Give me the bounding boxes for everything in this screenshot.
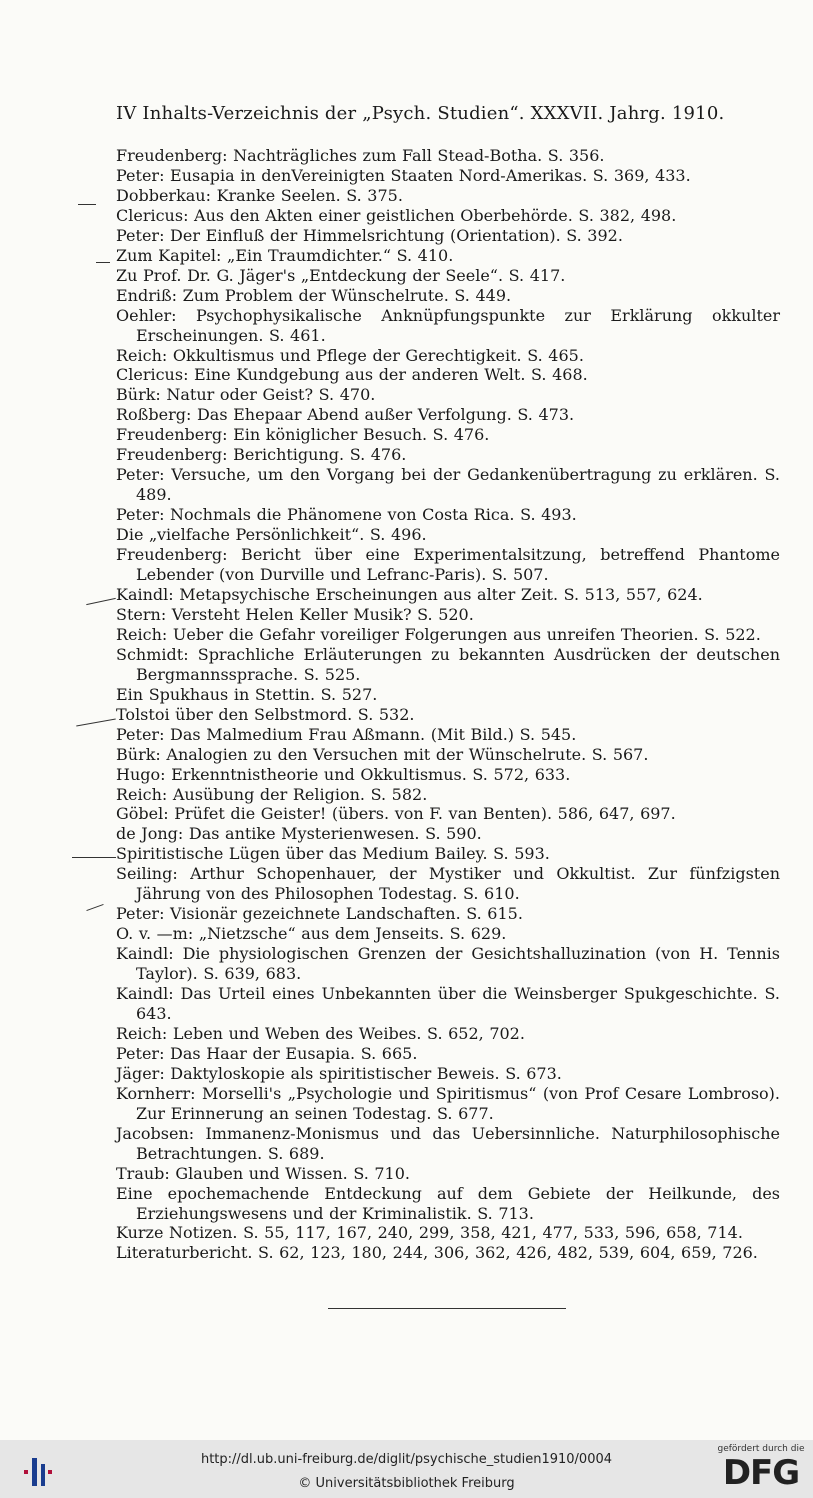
toc-entry: Schmidt: Sprachliche Erläuterungen zu bekannten Ausdrücken der deutschen Bergmannssprache. S. 525. [116, 644, 780, 684]
toc-entry: Eine epochemachende Entdeckung auf dem Gebiete der Heilkunde, des Erziehungswesens und der Kriminalistik. S. 713. [116, 1183, 780, 1223]
toc-entry: Roßberg: Das Ehepaar Abend außer Verfolgung. S. 473. [116, 405, 575, 425]
toc-entry: Seiling: Arthur Schopenhauer, der Mystiker und Okkultist. Zur fünfzigsten Jährung von des Philosophen Todestag. S. 610. [116, 864, 780, 904]
margin-mark [86, 904, 103, 911]
toc-entry: Peter: Nochmals die Phänomene von Costa Rica. S. 493. [116, 505, 577, 525]
toc-entry: Bürk: Natur oder Geist? S. 470. [116, 385, 376, 405]
toc-entry: Reich: Okkultismus und Pflege der Gerechtigkeit. S. 465. [116, 345, 584, 365]
viewer-footer [0, 1440, 813, 1498]
toc-entry: Peter: Versuche, um den Vorgang bei der Gedankenübertragung zu erklären. S. 489. [116, 465, 780, 505]
toc-entry: Peter: Das Malmedium Frau Aßmann. (Mit Bild.) S. 545. [116, 724, 577, 744]
toc-entry: Endriß: Zum Problem der Wünschelrute. S. 449. [116, 285, 512, 305]
toc-entry: Kurze Notizen. S. 55, 117, 167, 240, 299, 358, 421, 477, 533, 596, 658, 714. [116, 1223, 743, 1243]
toc-entry: Reich: Ausübung der Religion. S. 582. [116, 784, 428, 804]
end-rule [328, 1308, 566, 1309]
toc-entry: Kaindl: Metapsychische Erscheinungen aus alter Zeit. S. 513, 557, 624. [116, 584, 703, 604]
toc-entry: Reich: Leben und Weben des Weibes. S. 652, 702. [116, 1023, 525, 1043]
dfg-tagline: gefördert durch die [717, 1444, 805, 1454]
toc-entry: Reich: Ueber die Gefahr voreiliger Folgerungen aus unreifen Theorien. S. 522. [116, 624, 761, 644]
toc-entry: Clericus: Aus den Akten einer geistlichen Oberbehörde. S. 382, 498. [116, 205, 677, 225]
toc-entry: Bürk: Analogien zu den Versuchen mit der Wünschelrute. S. 567. [116, 744, 649, 764]
header-text: IV Inhalts-Verzeichnis der „Psych. Studien“. XXXVII. Jahrg. 1910. [116, 103, 725, 124]
toc-entry: Die „vielfache Persönlichkeit“. S. 496. [116, 525, 427, 545]
toc-entry: Göbel: Prüfet die Geister! (übers. von F. van Benten). 586, 647, 697. [116, 804, 676, 824]
toc-entry: Peter: Visionär gezeichnete Landschaften. S. 615. [116, 904, 523, 924]
toc-entry: Kornherr: Morselli's „Psychologie und Spiritismus“ (von Prof Cesare Lombroso). Zur Erinnerung an seinen Todestag. S. 677. [116, 1083, 780, 1123]
toc-entry: Freudenberg: Bericht über eine Experimentalsitzung, betreffend Phantome Lebender (von Durville und Lefranc-Paris). S. 507. [116, 545, 780, 585]
toc-entry: Freudenberg: Ein königlicher Besuch. S. 476. [116, 425, 490, 445]
toc-entry: Tolstoi über den Selbstmord. S. 532. [116, 704, 415, 724]
toc-entry: Literaturbericht. S. 62, 123, 180, 244, 306, 362, 426, 482, 539, 604, 659, 726. [116, 1243, 758, 1263]
toc-entry: Hugo: Erkenntnistheorie und Okkultismus. S. 572, 633. [116, 764, 571, 784]
margin-mark [78, 204, 96, 205]
toc-entry: Spiritistische Lügen über das Medium Bailey. S. 593. [116, 844, 550, 864]
toc-entry: Peter: Eusapia in denVereinigten Staaten Nord-Amerikas. S. 369, 433. [116, 165, 691, 185]
table-of-contents [116, 146, 780, 1263]
toc-entry: Zum Kapitel: „Ein Traumdichter.“ S. 410. [116, 245, 454, 265]
toc-entry: Kaindl: Das Urteil eines Unbekannten über die Weinsberger Spukgeschichte. S. 643. [116, 984, 780, 1023]
toc-entry: O. v. —m: „Nietzsche“ aus dem Jenseits. S. 629. [116, 924, 507, 944]
permalink[interactable]: http://dl.ub.uni-freiburg.de/diglit/psychische_studien1910/0004 [200, 1452, 613, 1467]
toc-entry: Freudenberg: Nachträgliches zum Fall Stead-Botha. S. 356. [116, 146, 605, 165]
margin-mark [86, 598, 116, 605]
margin-mark [76, 719, 116, 727]
toc-entry: Ein Spukhaus in Stettin. S. 527. [116, 684, 378, 704]
toc-entry: Kaindl: Die physiologischen Grenzen der Gesichtshalluzination (von H. Tennis Taylor). S. 639, 683. [116, 944, 780, 984]
margin-mark [72, 857, 116, 858]
toc-entry: Peter: Das Haar der Eusapia. S. 665. [116, 1043, 418, 1063]
dfg-logo-text: DFG [722, 1453, 800, 1493]
toc-entry: Dobberkau: Kranke Seelen. S. 375. [116, 185, 403, 205]
page-header [116, 103, 782, 124]
toc-entry: Freudenberg: Berichtigung. S. 476. [116, 445, 407, 465]
toc-entry: Clericus: Eine Kundgebung aus der anderen Welt. S. 468. [116, 365, 588, 385]
dfg-logo [716, 1444, 806, 1494]
toc-entry: Oehler: Psychophysikalische Anknüpfungspunkte zur Erklärung okkulter Erscheinungen. S. 461. [116, 305, 780, 345]
margin-mark [96, 262, 110, 263]
toc-entry: de Jong: Das antike Mysterienwesen. S. 590. [116, 824, 482, 844]
toc-entry: Traub: Glauben und Wissen. S. 710. [116, 1163, 410, 1183]
toc-entry: Zu Prof. Dr. G. Jäger's „Entdeckung der Seele“. S. 417. [116, 265, 566, 285]
toc-entry: Jäger: Daktyloskopie als spiritistischer Beweis. S. 673. [116, 1063, 562, 1083]
toc-entry: Stern: Versteht Helen Keller Musik? S. 520. [116, 604, 474, 624]
copyright-notice: © Universitätsbibliothek Freiburg [298, 1476, 515, 1491]
toc-entry: Peter: Der Einfluß der Himmelsrichtung (Orientation). S. 392. [116, 225, 623, 245]
toc-entry: Jacobsen: Immanenz-Monismus und das Uebersinnliche. Naturphilosophische Betrachtungen. S. 689. [116, 1123, 780, 1163]
